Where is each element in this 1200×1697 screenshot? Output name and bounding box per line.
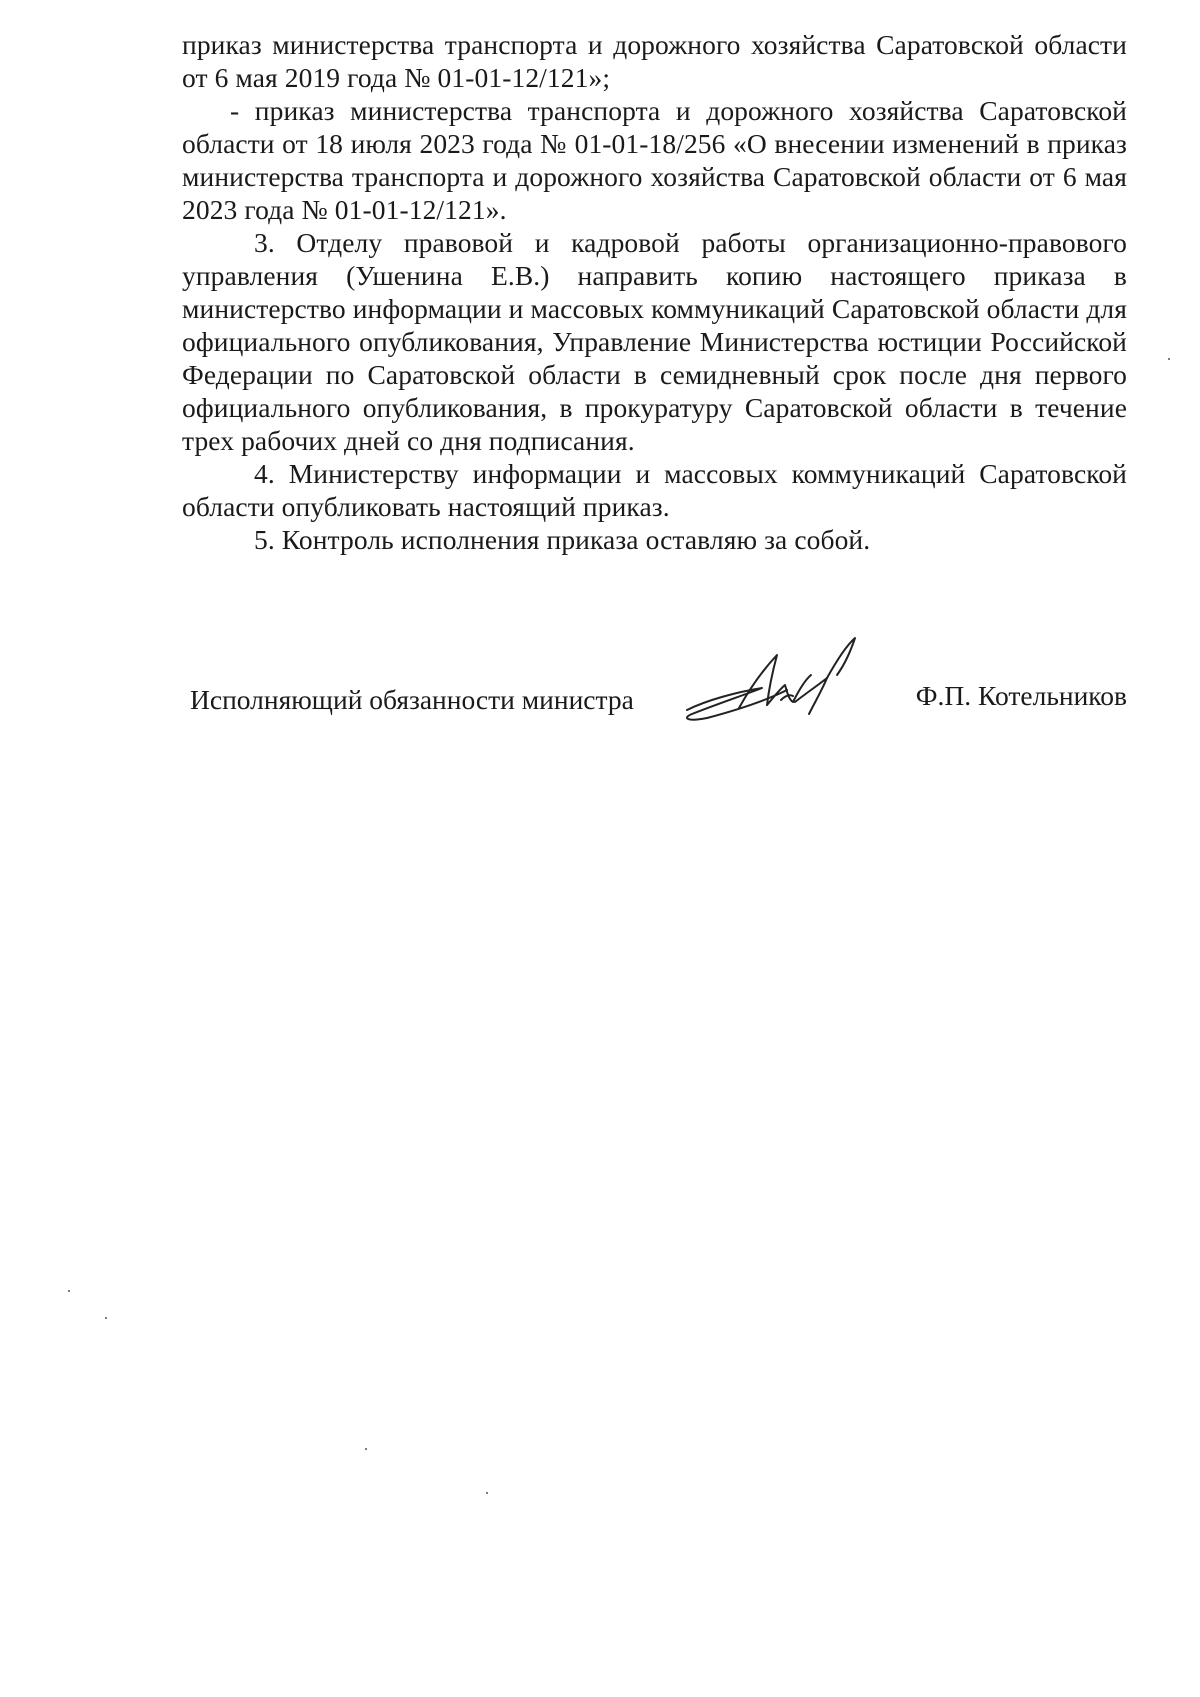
paragraph-item-5: 5. Контроль исполнения приказа оставляю за собой.	[254, 524, 871, 555]
document-body	[182, 28, 1127, 556]
scan-speck	[1168, 358, 1170, 360]
scan-speck	[365, 1448, 367, 1450]
signatory-role: Исполняющий обязанности министра	[190, 684, 634, 715]
paragraph-item-4: 4. Министерству информации и массовых коммуникаций Саратовской области опубликовать настоящий приказ.	[182, 458, 1127, 522]
paragraph-continuation: приказ министерства транспорта и дорожного хозяйства Саратовской области от 6 мая 2019 года № 01-01-12/121»;	[182, 29, 1127, 93]
paragraph-list-item: - приказ министерства транспорта и дорожного хозяйства Саратовской области от 18 июля 2023 года № 01-01-18/256 «О внесении изменений в приказ министерства транспорта и дорожного хозяйства Саратовской области от 6 мая 2023 года № 01-01-12/121».	[182, 95, 1127, 225]
signature-block	[182, 630, 1127, 750]
scan-speck	[486, 1492, 488, 1494]
scan-speck	[68, 1290, 70, 1292]
paragraph-item-3: 3. Отделу правовой и кадровой работы организационно-правового управления (Ушенина Е.В.) направить копию настоящего приказа в министерство информации и массовых коммуникаций Саратовской области для официального опубликования, Управление Министерства юстиции Российской Федерации по Саратовской области в семидневный срок после дня первого официального опубликования, в прокуратуру Саратовской области в течение трех рабочих дней со дня подписания.	[182, 227, 1127, 456]
signatory-name: Ф.П. Котельников	[915, 680, 1127, 711]
scan-speck	[105, 1317, 107, 1319]
handwritten-signature-icon	[677, 630, 877, 735]
